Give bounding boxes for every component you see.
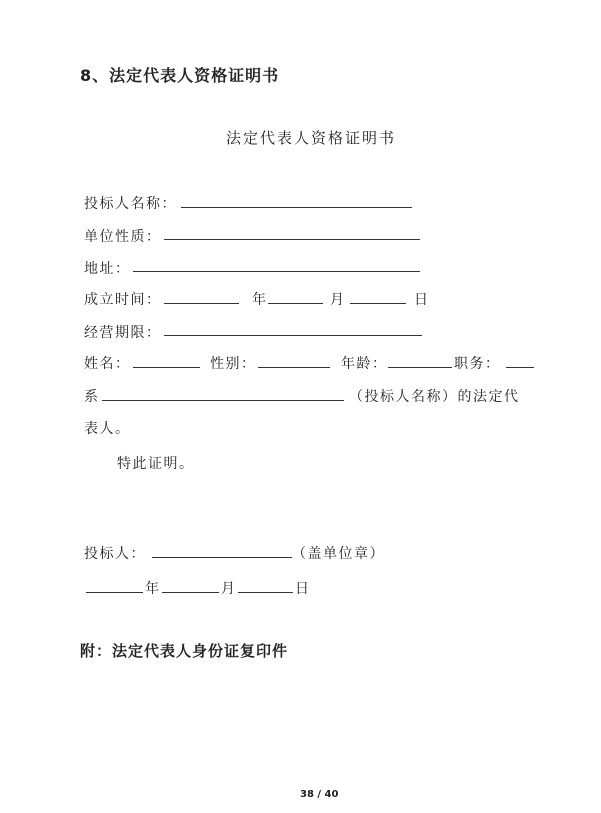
legal-rep-tail: （投标人名称）的法定代 xyxy=(349,389,520,405)
established-month-unit: 月 xyxy=(330,292,346,308)
established-day-unit: 日 xyxy=(414,292,430,308)
term-label: 经营期限： xyxy=(84,325,162,341)
bidder-name-label: 投标人名称： xyxy=(84,196,177,212)
established-label: 成立时间： xyxy=(84,292,162,308)
position-label: 职务： xyxy=(454,356,501,372)
sign-day-unit: 日 xyxy=(295,581,311,597)
bidder-sign-line xyxy=(152,557,292,558)
established-year-unit: 年 xyxy=(252,292,268,308)
section-heading: 8、法定代表人资格证明书 xyxy=(80,66,280,85)
sign-day-line xyxy=(238,592,293,593)
page-number: 38 / 40 xyxy=(300,789,339,800)
unit-nature-label: 单位性质： xyxy=(84,229,162,245)
established-year-line xyxy=(164,303,239,304)
unit-nature-line xyxy=(164,239,420,240)
age-line xyxy=(388,367,452,368)
seal-text: （盖单位章） xyxy=(292,546,385,562)
gender-label: 性别： xyxy=(210,356,257,372)
document-title: 法定代表人资格证明书 xyxy=(226,129,397,147)
sign-year-unit: 年 xyxy=(145,581,161,597)
sign-month-unit: 月 xyxy=(221,581,237,597)
address-label: 地址： xyxy=(84,261,131,277)
term-line xyxy=(164,335,422,336)
address-line xyxy=(133,271,420,272)
hereby-certify: 特此证明。 xyxy=(117,456,195,472)
gender-line xyxy=(258,367,330,368)
name-line xyxy=(133,367,200,368)
bidder-sign-label: 投标人： xyxy=(84,546,146,562)
legal-rep-wrap: 表人。 xyxy=(84,421,131,437)
bidder-name-line xyxy=(181,207,412,208)
attachment-note: 附：法定代表人身份证复印件 xyxy=(80,642,289,660)
sign-month-line xyxy=(162,592,219,593)
name-label: 姓名： xyxy=(84,356,131,372)
xi-line xyxy=(102,400,344,401)
xi-text: 系 xyxy=(84,389,100,405)
established-month-line xyxy=(268,303,323,304)
position-line xyxy=(506,367,534,368)
sign-year-line xyxy=(86,592,143,593)
age-label: 年龄： xyxy=(341,356,388,372)
established-day-line xyxy=(350,303,406,304)
